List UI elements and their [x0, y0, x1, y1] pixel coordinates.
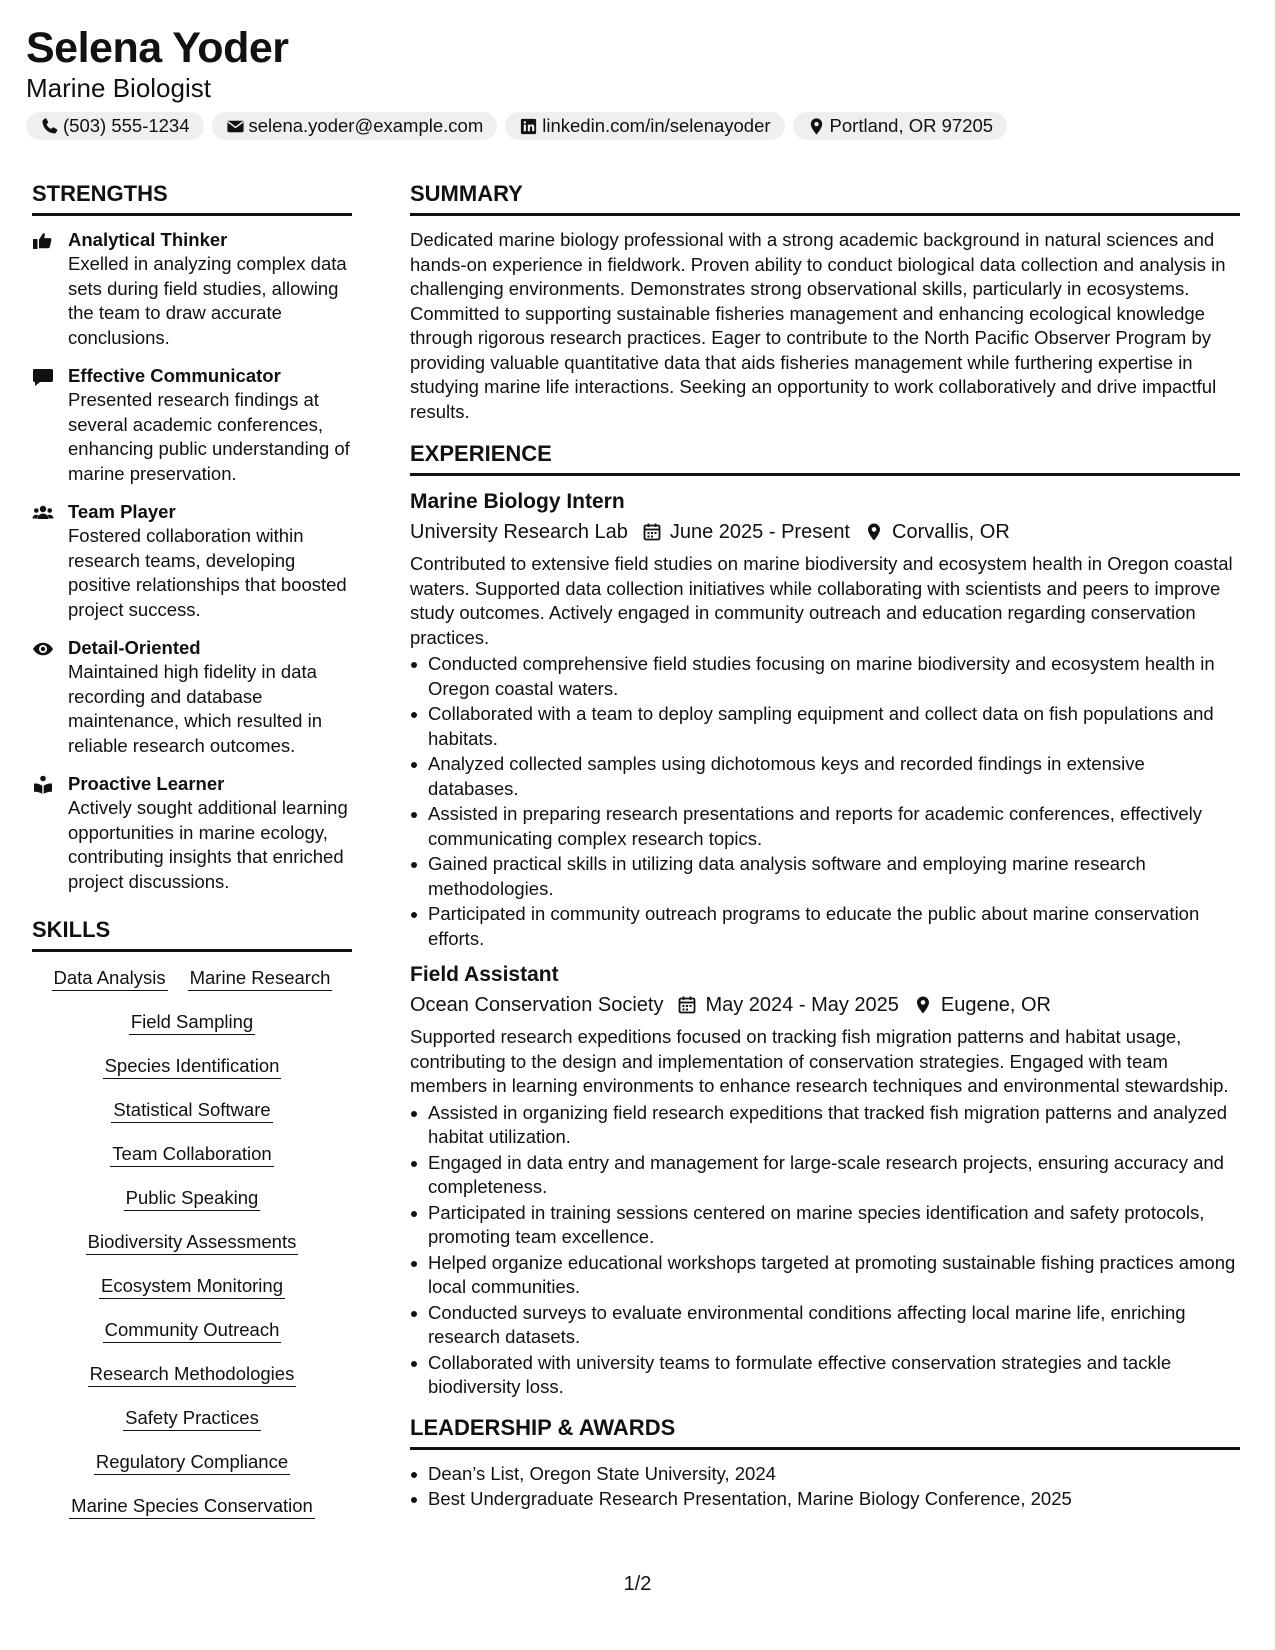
skill-tag: Safety Practices [123, 1406, 261, 1431]
book-reader-icon [32, 772, 58, 894]
map-pin-icon [899, 995, 941, 1015]
strength-item [32, 500, 352, 622]
job-bullets [410, 1101, 1240, 1400]
list-item: Helped organize educational workshops targeted at promoting sustainable fishing practices among local communities. [410, 1251, 1240, 1300]
job-dates: June 2025 - Present [669, 521, 850, 543]
skill-tag: Team Collaboration [110, 1142, 273, 1167]
skill-tag: Marine Species Conservation [69, 1494, 315, 1519]
list-item: Engaged in data entry and management for large-scale research projects, ensuring accuracy and completeness. [410, 1151, 1240, 1200]
strength-title: Analytical Thinker [68, 229, 228, 250]
envelope-icon [226, 117, 245, 136]
contact-phone-text: (503) 555-1234 [63, 115, 190, 136]
strength-item [32, 364, 352, 486]
job-meta [410, 518, 1240, 546]
job-title: Field Assistant [410, 963, 559, 986]
skills-heading: SKILLS [32, 916, 352, 952]
strength-title: Proactive Learner [68, 773, 225, 794]
thumbs-up-icon [32, 228, 58, 350]
list-item: Conducted comprehensive field studies focusing on marine biodiversity and ecosystem health in Oregon coastal waters. [410, 652, 1240, 701]
contact-linkedin-text: linkedin.com/in/selenayoder [542, 115, 771, 136]
job-company: Ocean Conservation Society [410, 994, 664, 1016]
skill-tag: Species Identification [103, 1054, 282, 1079]
strength-title: Team Player [68, 501, 176, 522]
list-item: Collaborated with university teams to formulate effective conservation strategies and tackle biodiversity loss. [410, 1351, 1240, 1400]
skill-tag: Research Methodologies [88, 1362, 297, 1387]
page-number: 1/2 [623, 1573, 652, 1595]
experience-heading: EXPERIENCE [410, 440, 1240, 476]
contact-email-text: selena.yoder@example.com [248, 115, 484, 136]
job-description: Supported research expeditions focused on tracking fish migration patterns and habitat usage, contributing to the design and implementation of conservation strategies. Engaged with team members in learning environments to enhance research techniques and environmental stewardship. [410, 1026, 1229, 1096]
skill-tag: Regulatory Compliance [94, 1450, 290, 1475]
list-item: Conducted surveys to evaluate environmental conditions affecting local marine life, enriching research datasets. [410, 1301, 1240, 1350]
strength-item [32, 772, 352, 894]
candidate-title: Marine Biologist [26, 73, 211, 103]
contact-bar [26, 112, 1246, 140]
job-meta [410, 991, 1240, 1019]
job-title: Marine Biology Intern [410, 490, 625, 513]
users-icon [32, 500, 58, 622]
job-dates: May 2024 - May 2025 [705, 994, 899, 1016]
right-column [410, 180, 1240, 1513]
skill-tag: Field Sampling [129, 1010, 255, 1035]
skill-tag: Community Outreach [103, 1318, 282, 1343]
skill-tag: Ecosystem Monitoring [99, 1274, 285, 1299]
strength-description: Actively sought additional learning opportunities in marine ecology, contributing insights that enriched project discussions. [68, 797, 348, 892]
summary-heading: SUMMARY [410, 180, 1240, 216]
eye-icon [32, 636, 58, 758]
map-pin-icon [850, 522, 892, 542]
strength-item [32, 636, 352, 758]
job-entry [410, 961, 1240, 1400]
skills-list [32, 964, 352, 1519]
job-location: Eugene, OR [940, 994, 1051, 1016]
skill-tag: Public Speaking [124, 1186, 261, 1211]
strength-title: Effective Communicator [68, 365, 281, 386]
candidate-name: Selena Yoder [26, 24, 289, 72]
job-company: University Research Lab [410, 521, 628, 543]
awards-list [410, 1462, 1240, 1512]
list-item: Assisted in organizing field research expeditions that tracked fish migration patterns and analyzed habitat utilization. [410, 1101, 1240, 1150]
contact-location-text: Portland, OR 97205 [829, 115, 994, 136]
contact-phone[interactable] [26, 112, 204, 140]
strength-description: Exelled in analyzing complex data sets during field studies, allowing the team to draw accurate conclusions. [68, 253, 347, 348]
strength-description: Presented research findings at several academic conferences, enhancing public understanding of marine preservation. [68, 389, 350, 484]
list-item: Collaborated with a team to deploy sampling equipment and collect data on fish populations and habitats. [410, 702, 1240, 751]
strength-item [32, 228, 352, 350]
skill-tag: Marine Research [188, 966, 333, 991]
resume-header [26, 22, 1246, 140]
skill-tag: Statistical Software [111, 1098, 272, 1123]
calendar-icon [663, 995, 705, 1015]
left-column [32, 180, 352, 1519]
strength-title: Detail-Oriented [68, 637, 201, 658]
list-item: Gained practical skills in utilizing data analysis software and employing marine research methodologies. [410, 852, 1240, 901]
contact-location[interactable] [793, 112, 1008, 140]
list-item: Participated in training sessions centered on marine species identification and safety protocols, promoting team excellence. [410, 1201, 1240, 1250]
skill-tag: Biodiversity Assessments [86, 1230, 299, 1255]
skill-tag: Data Analysis [52, 966, 168, 991]
map-pin-icon [807, 117, 826, 136]
strength-description: Maintained high fidelity in data recording and database maintenance, which resulted in reliable research outcomes. [68, 661, 323, 756]
list-item: Assisted in preparing research presentations and reports for academic conferences, effectively communicating complex research topics. [410, 802, 1240, 851]
strengths-heading: STRENGTHS [32, 180, 352, 216]
list-item: Dean’s List, Oregon State University, 2024 [410, 1462, 1240, 1487]
job-entry [410, 488, 1240, 951]
job-bullets [410, 652, 1240, 951]
list-item: Participated in community outreach programs to educate the public about marine conservation efforts. [410, 902, 1240, 951]
job-location: Corvallis, OR [892, 521, 1010, 543]
contact-linkedin[interactable] [505, 112, 784, 140]
calendar-icon [628, 522, 670, 542]
summary-text: Dedicated marine biology professional with a strong academic background in natural sciences and hands-on experience in fieldwork. Proven ability to conduct biological data collection and analysis in challenging environments. Demonstrates strong observational skills, particularly in ecosystems. Committed to supporting sustainable fisheries management and enhancing ecological knowledge through rigorous research practices. Eager to contribute to the North Pacific Observer Program by providing valuable quantitative data that aids fisheries management while furthering expertise in studying marine life interactions. Seeking an opportunity to work collaboratively and drive impactful results. [410, 229, 1226, 422]
speech-bubble-icon [32, 364, 58, 486]
list-item: Best Undergraduate Research Presentation, Marine Biology Conference, 2025 [410, 1487, 1240, 1512]
job-description: Contributed to extensive field studies on marine biodiversity and ecosystem health in Oregon coastal waters. Supported data collection initiatives while collaborating with scientists and peers to improve study outcomes. Actively engaged in community outreach and education regarding conservation practices. [410, 553, 1233, 648]
strength-description: Fostered collaboration within research teams, developing positive relationships that boosted project success. [68, 525, 347, 620]
phone-icon [40, 117, 59, 136]
list-item: Analyzed collected samples using dichotomous keys and recorded findings in extensive databases. [410, 752, 1240, 801]
linkedin-icon [519, 117, 538, 136]
awards-heading: LEADERSHIP & AWARDS [410, 1414, 1240, 1450]
contact-email[interactable] [212, 112, 498, 140]
